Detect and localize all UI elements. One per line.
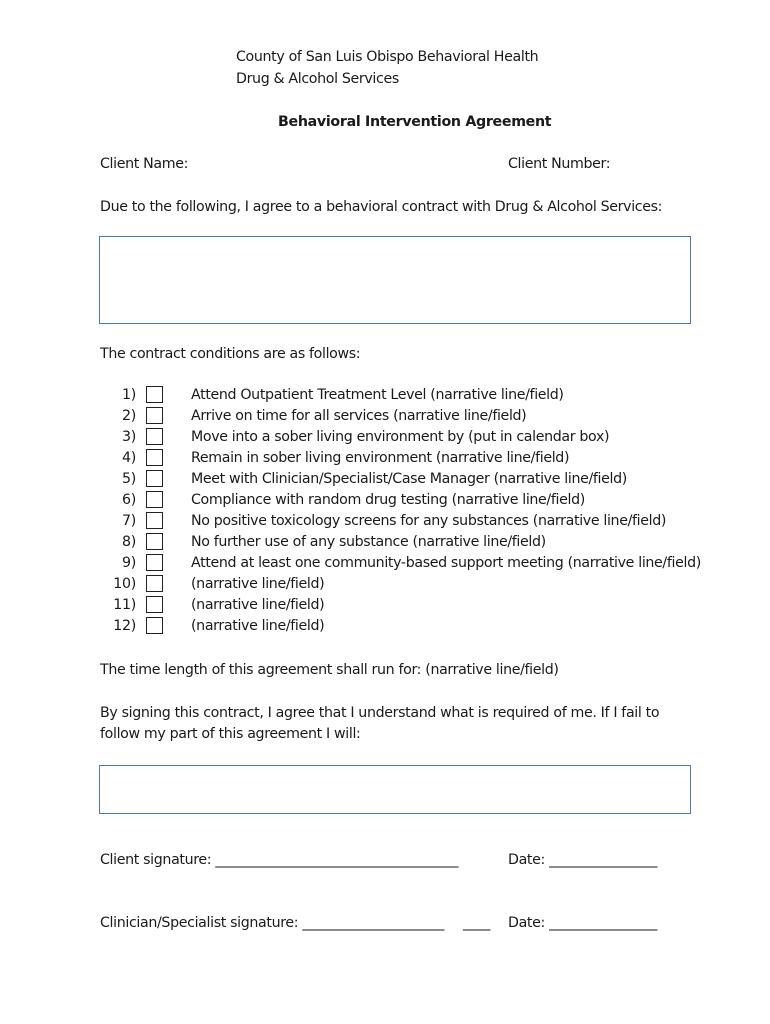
condition-text: (narrative line/field) [191,576,325,592]
client-name-label: Client Name: [100,156,189,172]
condition-checkbox[interactable] [146,449,163,466]
condition-text: No further use of any substance (narrative line/field) [191,534,546,550]
condition-item [0,490,760,511]
condition-text: Compliance with random drug testing (narrative line/field) [191,492,585,508]
condition-checkbox[interactable] [146,407,163,424]
clinician-signature-extension: ____ [463,915,490,931]
conditions-list [0,385,770,645]
org-line-1: County of San Luis Obispo Behavioral Health [236,49,539,65]
condition-text: Attend at least one community-based support meeting (narrative line/field) [191,555,701,571]
condition-text: (narrative line/field) [191,618,325,634]
condition-number: 11) [113,597,136,613]
condition-item [0,532,760,553]
conditions-heading: The contract conditions are as follows: [100,346,361,362]
condition-number: 1) [122,387,136,403]
reason-label: Due to the following, I agree to a behavioral contract with Drug & Alcohol Services: [100,199,663,215]
condition-number: 12) [113,618,136,634]
condition-checkbox[interactable] [146,596,163,613]
condition-number: 3) [122,429,136,445]
client-date-line[interactable]: Date: ________________ [508,852,658,868]
condition-text: Arrive on time for all services (narrative line/field) [191,408,527,424]
condition-number: 6) [122,492,136,508]
consequence-line-1: By signing this contract, I agree that I understand what is required of me. If I fail to [100,705,660,721]
reason-text-box[interactable] [99,236,691,324]
condition-item [0,553,760,574]
condition-item [0,427,760,448]
condition-checkbox[interactable] [146,386,163,403]
time-length-statement: The time length of this agreement shall run for: (narrative line/field) [100,662,559,678]
condition-checkbox[interactable] [146,533,163,550]
condition-number: 8) [122,534,136,550]
condition-item [0,511,760,532]
clinician-date-line[interactable]: Date: ________________ [508,915,658,931]
client-signature-line[interactable]: Client signature: ____________________________________ [100,852,459,868]
condition-text: Remain in sober living environment (narrative line/field) [191,450,570,466]
page-title: Behavioral Intervention Agreement [278,114,552,130]
client-number-label: Client Number: [508,156,611,172]
condition-checkbox[interactable] [146,554,163,571]
condition-item [0,385,760,406]
condition-number: 9) [122,555,136,571]
condition-item [0,616,760,637]
condition-checkbox[interactable] [146,470,163,487]
consequence-line-2: follow my part of this agreement I will: [100,726,361,742]
condition-number: 2) [122,408,136,424]
condition-number: 5) [122,471,136,487]
condition-checkbox[interactable] [146,428,163,445]
condition-item [0,574,760,595]
condition-text: (narrative line/field) [191,597,325,613]
condition-number: 10) [113,576,136,592]
org-line-2: Drug & Alcohol Services [236,71,399,87]
condition-text: Meet with Clinician/Specialist/Case Manager (narrative line/field) [191,471,627,487]
condition-number: 7) [122,513,136,529]
condition-item [0,448,760,469]
condition-checkbox[interactable] [146,617,163,634]
condition-item [0,469,760,490]
consequence-text-box[interactable] [99,765,691,814]
condition-text: Attend Outpatient Treatment Level (narrative line/field) [191,387,564,403]
condition-text: No positive toxicology screens for any substances (narrative line/field) [191,513,667,529]
condition-number: 4) [122,450,136,466]
condition-text: Move into a sober living environment by (put in calendar box) [191,429,610,445]
condition-item [0,406,760,427]
condition-item [0,595,760,616]
clinician-signature-line[interactable]: Clinician/Specialist signature: _____________________ [100,915,444,931]
condition-checkbox[interactable] [146,491,163,508]
condition-checkbox[interactable] [146,575,163,592]
condition-checkbox[interactable] [146,512,163,529]
